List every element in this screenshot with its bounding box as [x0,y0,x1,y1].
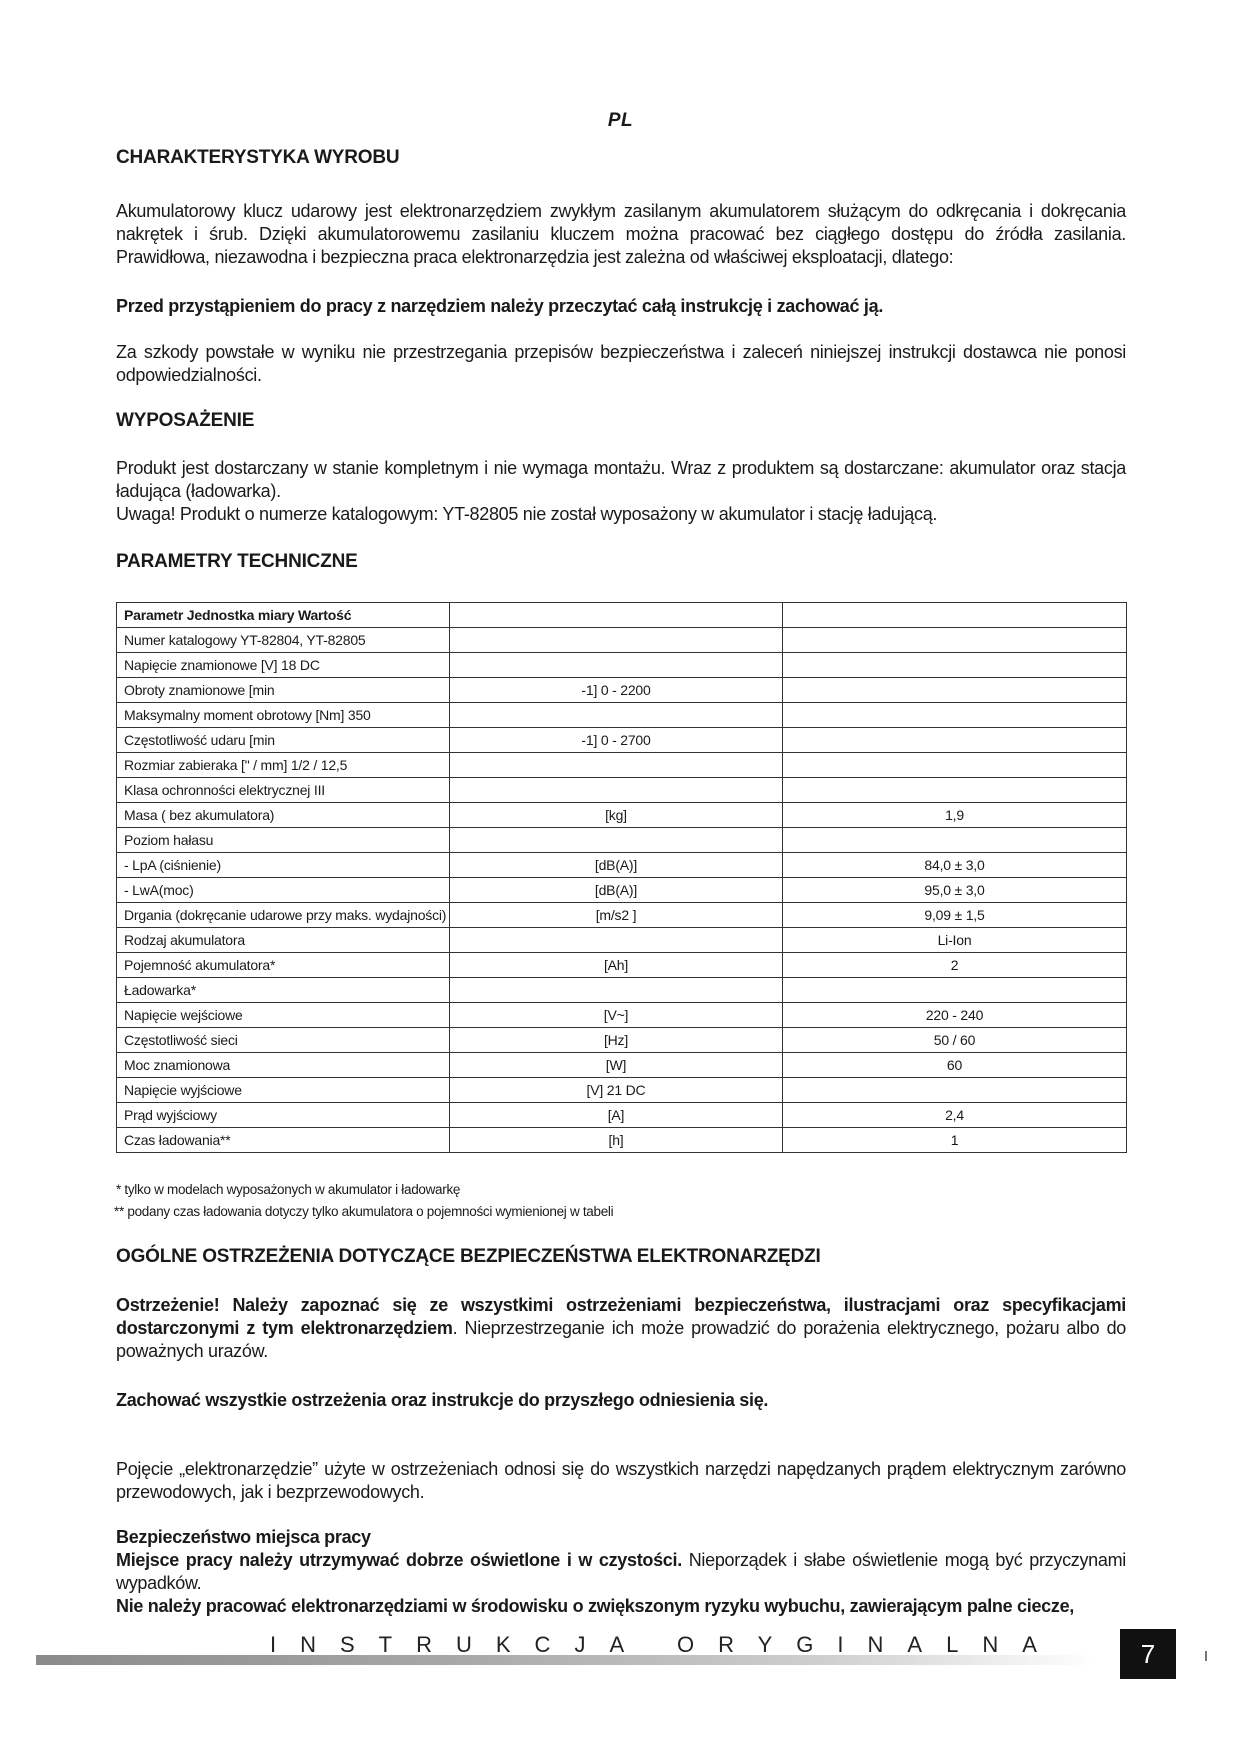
spec-value [783,728,1127,753]
spec-value [783,978,1127,1003]
spec-row [117,1103,1127,1128]
spec-unit [450,828,783,853]
spec-unit [450,703,783,728]
spec-parameter: Napięcie znamionowe [V] 18 DC [117,653,450,678]
power-tool-definition: Pojęcie „elektronarzędzie” użyte w ostrzeżeniach odnosi się do wszystkich narzędzi napędzanych prądem elektrycznym zarówno przewodowych, jak i bezprzewodowych. [116,1459,1126,1502]
spec-parameter: Czas ładowania** [117,1128,450,1153]
section-title-product: CHARAKTERYSTYKA WYROBU [116,147,400,168]
spec-row [117,1003,1127,1028]
spec-row [117,753,1127,778]
spec-row [117,653,1127,678]
language-code: PL [607,110,634,131]
spec-value [783,678,1127,703]
spec-parameter: - LpA (ciśnienie) [117,853,450,878]
footnote-charge-time: ** podany czas ładowania dotyczy tylko akumulatora o pojemności wymienionej w tabeli [114,1204,614,1219]
product-description: Akumulatorowy klucz udarowy jest elektronarzędziem zwykłym zasilanym akumulatorem służącym do odkręcania i dokręcania nakrętek i śrub. Dzięki akumulatorowemu zasilaniu kluczem można pracować bez ciągłego dostępu do źródła zasilania. Prawidłowa, niezawodna i bezpieczna praca elektronarzędzia jest zależna od właściwej eksploatacji, dlatego: [116,201,1126,267]
spec-value [783,703,1127,728]
spec-row [117,728,1127,753]
spec-table [116,602,1127,1153]
spec-value [783,1078,1127,1103]
spec-value [783,828,1127,853]
safety-warning-bold: Ostrzeżenie! Należy zapoznać się ze wszystkimi ostrzeżeniami bezpieczeństwa, ilustracjami oraz specyfikacjami dostarczonymi z tym elektronarzędziem [116,1295,1126,1338]
spec-row [117,603,1127,628]
spec-parameter: Częstotliwość sieci [117,1028,450,1053]
spec-parameter: Rozmiar zabieraka [" / mm] 1/2 / 12,5 [117,753,450,778]
page-number: 7 [1120,1629,1176,1679]
spec-value [783,603,1127,628]
spec-unit [450,928,783,953]
spec-unit [450,653,783,678]
liability-notice: Za szkody powstałe w wyniku nie przestrzegania przepisów bezpieczeństwa i zaleceń niniejszej instrukcji dostawca nie ponosi odpowiedzialności. [116,342,1126,385]
spec-value: 95,0 ± 3,0 [783,878,1127,903]
spec-parameter: Obroty znamionowe [min [117,678,450,703]
workplace-safety-title: Bezpieczeństwo miejsca pracy [116,1527,371,1547]
spec-unit [450,753,783,778]
workplace-bold: Miejsce pracy należy utrzymywać dobrze oświetlone i w czystości. [116,1550,682,1570]
spec-unit: [dB(A)] [450,853,783,878]
spec-value: 9,09 ± 1,5 [783,903,1127,928]
spec-row [117,903,1127,928]
spec-value [783,628,1127,653]
keep-instructions-notice: Zachować wszystkie ostrzeżenia oraz instrukcje do przyszłego odniesienia się. [116,1390,769,1410]
spec-unit [450,778,783,803]
safety-warning [116,1294,1126,1363]
spec-parameter: Numer katalogowy YT-82804, YT-82805 [117,628,450,653]
workplace-safety-text [116,1549,1126,1595]
explosive-environment-text: Nie należy pracować elektronarzędziami w środowisku o zwiększonym ryzyku wybuchu, zawierającym palne ciecze, [116,1596,1074,1616]
spec-unit: [dB(A)] [450,878,783,903]
spec-parameter: Pojemność akumulatora* [117,953,450,978]
spec-unit [450,628,783,653]
spec-parameter: Częstotliwość udaru [min [117,728,450,753]
spec-unit: [h] [450,1128,783,1153]
spec-unit: [kg] [450,803,783,828]
workplace-rest: Nieporządek i słabe oświetlenie mogą być przyczynami wypadków. [116,1550,1126,1593]
spec-value: 60 [783,1053,1127,1078]
spec-row [117,828,1127,853]
spec-unit: [V~] [450,1003,783,1028]
spec-unit: [Ah] [450,953,783,978]
spec-row [117,778,1127,803]
spec-value [783,778,1127,803]
spec-row [117,678,1127,703]
spec-row [117,978,1127,1003]
spec-unit: -1] 0 - 2700 [450,728,783,753]
spec-row [117,953,1127,978]
read-instruction-notice: Przed przystąpieniem do pracy z narzędziem należy przeczytać całą instrukcję i zachować ją. [116,296,884,316]
equipment-text: Produkt jest dostarczany w stanie kompletnym i nie wymaga montażu. Wraz z produktem są dostarczane: akumulator oraz stacja ładująca (ładowarka). [116,458,1126,501]
spec-value [783,653,1127,678]
spec-row [117,1053,1127,1078]
equipment-note: Uwaga! Produkt o numerze katalogowym: YT-82805 nie został wyposażony w akumulator i stację ładującą. [116,504,938,524]
spec-parameter: Ładowarka* [117,978,450,1003]
spec-row [117,853,1127,878]
spec-parameter: Rodzaj akumulatora [117,928,450,953]
spec-row [117,703,1127,728]
spec-value: Li-Ion [783,928,1127,953]
spec-value: 2,4 [783,1103,1127,1128]
spec-value [783,753,1127,778]
spec-row [117,878,1127,903]
spec-value: 1,9 [783,803,1127,828]
footnote-battery: * tylko w modelach wyposażonych w akumulator i ładowarkę [116,1182,461,1197]
document-body [116,146,1126,1618]
spec-row [117,928,1127,953]
spec-unit: [V] 21 DC [450,1078,783,1103]
spec-unit: [A] [450,1103,783,1128]
spec-value: 1 [783,1128,1127,1153]
section-title-safety: OGÓLNE OSTRZEŻENIA DOTYCZĄCE BEZPIECZEŃSTWA ELEKTRONARZĘDZI [116,1246,821,1267]
spec-value: 84,0 ± 3,0 [783,853,1127,878]
spec-unit: [m/s2 ] [450,903,783,928]
spec-row [117,1078,1127,1103]
spec-parameter: - LwA(moc) [117,878,450,903]
spec-parameter: Masa ( bez akumulatora) [117,803,450,828]
spec-row [117,1028,1127,1053]
section-title-equipment: WYPOSAŻENIE [116,410,255,431]
spec-parameter: Parametr Jednostka miary Wartość [117,603,450,628]
footer-title: INSTRUKCJA ORYGINALNA [270,1632,1061,1657]
safety-warning-rest: . Nieprzestrzeganie ich może prowadzić do porażenia elektrycznego, pożaru albo do poważnych urazów. [116,1318,1126,1361]
spec-parameter: Moc znamionowa [117,1053,450,1078]
spec-parameter: Klasa ochronności elektrycznej III [117,778,450,803]
spec-unit: [Hz] [450,1028,783,1053]
spec-parameter: Napięcie wyjściowe [117,1078,450,1103]
spec-value: 2 [783,953,1127,978]
spec-value: 50 / 60 [783,1028,1127,1053]
spec-unit: -1] 0 - 2200 [450,678,783,703]
spec-row [117,803,1127,828]
spec-unit [450,603,783,628]
spec-parameter: Drgania (dokręcanie udarowe przy maks. wydajności) [117,903,450,928]
spec-row [117,628,1127,653]
spec-row [117,1128,1127,1153]
spec-value: 220 - 240 [783,1003,1127,1028]
spec-parameter: Prąd wyjściowy [117,1103,450,1128]
page-marker [1205,1651,1207,1661]
spec-parameter: Poziom hałasu [117,828,450,853]
spec-parameter: Maksymalny moment obrotowy [Nm] 350 [117,703,450,728]
section-title-parameters: PARAMETRY TECHNICZNE [116,551,358,572]
spec-parameter: Napięcie wejściowe [117,1003,450,1028]
spec-unit: [W] [450,1053,783,1078]
spec-unit [450,978,783,1003]
